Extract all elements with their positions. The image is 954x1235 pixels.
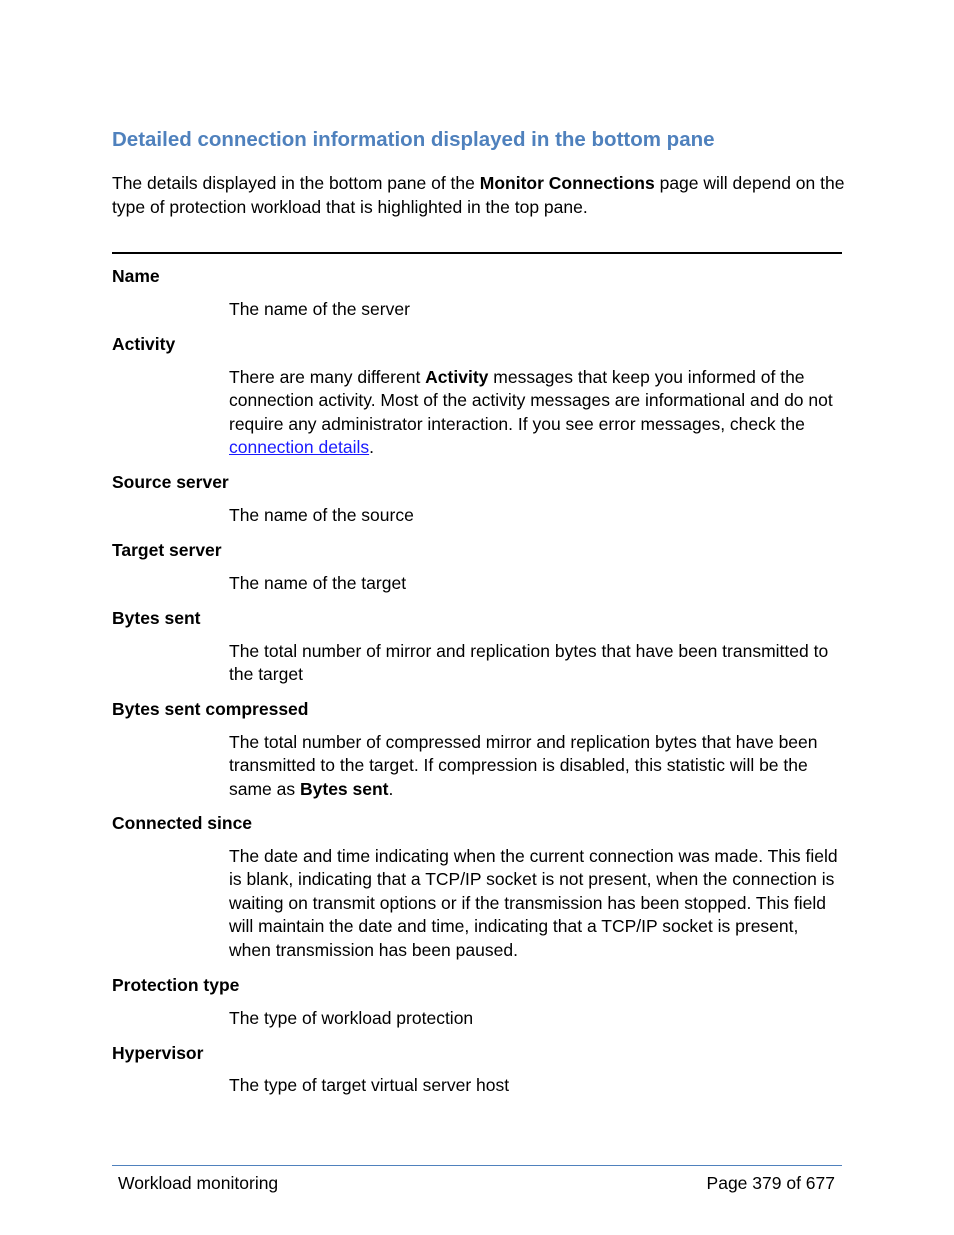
def-protection-type: The type of workload protection	[229, 1008, 474, 1028]
def-hypervisor: The type of target virtual server host	[229, 1075, 510, 1095]
term-target-server: Target server	[112, 540, 222, 560]
def-connected-since: The date and time indicating when the current connection was made. This field is blank, indicating that a TCP/IP socket is not present, when the connection is waiting on transmit options or if the transmission has been stopped. This field will maintain the date and time, indicating that a TCP/IP socket is present, when transmission has been paused.	[229, 846, 838, 960]
footer-rule	[112, 1165, 842, 1166]
def-bytes-sent-compressed-before: The total number of compressed mirror and replication bytes that have been transmitted to the target. If compression is disabled, this statistic will be the same as	[229, 732, 818, 799]
intro-bold-term: Monitor Connections	[479, 173, 655, 193]
table-top-rule	[112, 252, 842, 254]
def-source-server: The name of the source	[229, 505, 414, 525]
connection-details-link[interactable]: connection details	[229, 437, 370, 458]
term-name: Name	[112, 266, 160, 286]
term-protection-type: Protection type	[112, 975, 240, 995]
intro-text-before: The details displayed in the bottom pane of the	[112, 173, 480, 193]
term-activity: Activity	[112, 334, 176, 354]
footer-page-number: Page 379 of 677	[706, 1173, 835, 1193]
def-name: The name of the server	[229, 299, 410, 319]
term-bytes-sent: Bytes sent	[112, 608, 201, 628]
def-bytes-sent: The total number of mirror and replication bytes that have been transmitted to the target	[229, 641, 829, 685]
term-hypervisor: Hypervisor	[112, 1043, 204, 1063]
footer-section-title: Workload monitoring	[118, 1173, 279, 1193]
term-source-server: Source server	[112, 472, 229, 492]
def-activity	[229, 366, 844, 460]
def-bytes-sent-compressed-bold: Bytes sent	[300, 778, 389, 799]
def-bytes-sent-compressed-after: .	[388, 778, 394, 799]
def-activity-after: .	[369, 437, 374, 458]
def-bytes-sent-compressed	[229, 731, 844, 801]
section-heading: Detailed connection information displayed in the bottom pane	[112, 128, 715, 151]
intro-text-after: page will depend on the type of protection workload that is highlighted in the top pane.	[112, 173, 845, 217]
def-target-server: The name of the target	[229, 573, 407, 593]
intro-paragraph	[112, 171, 847, 219]
def-activity-before: There are many different	[229, 367, 426, 387]
def-activity-bold: Activity	[425, 367, 489, 387]
term-connected-since: Connected since	[112, 813, 253, 833]
def-activity-middle: messages that keep you informed of the connection activity. Most of the activity messages are informational and do not require any administrator interaction. If you see error messages, check the	[229, 367, 833, 434]
term-bytes-sent-compressed: Bytes sent compressed	[112, 699, 309, 719]
